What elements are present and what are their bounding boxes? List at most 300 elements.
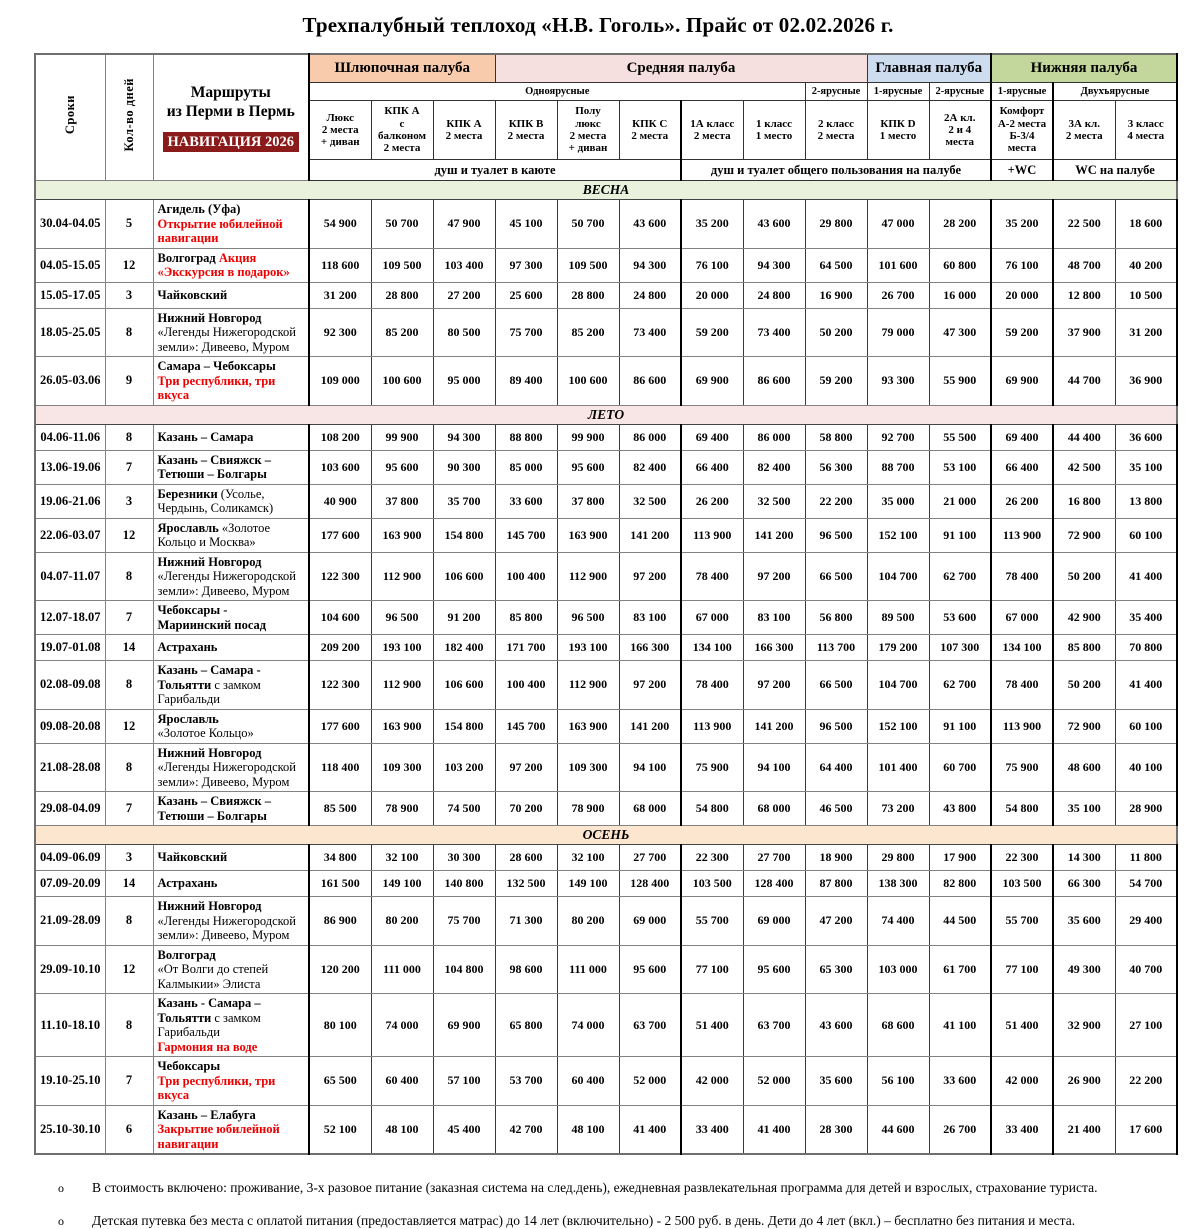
price-cell: 103 500: [991, 871, 1053, 897]
price-cell: 113 700: [805, 635, 867, 661]
price-cell: 40 200: [1115, 248, 1177, 282]
price-cell: 70 200: [495, 792, 557, 826]
cruise-route: [153, 1057, 309, 1106]
price-cell: 104 700: [867, 552, 929, 601]
cruise-route: [153, 357, 309, 406]
price-cell: 96 500: [371, 601, 433, 635]
route-text-segment: Ярославль: [157, 520, 222, 535]
price-cell: 29 800: [805, 200, 867, 249]
price-cell: 40 900: [309, 484, 371, 518]
price-cell: 112 900: [557, 552, 619, 601]
price-cell: 99 900: [371, 424, 433, 450]
price-cell: 22 200: [805, 484, 867, 518]
price-cell: 83 100: [619, 601, 681, 635]
price-cell: 106 600: [433, 552, 495, 601]
cruise-route: [153, 635, 309, 661]
price-cell: 34 800: [309, 845, 371, 871]
cruise-days: 8: [105, 661, 153, 710]
price-cell: 56 300: [805, 450, 867, 484]
price-cell: 26 200: [681, 484, 743, 518]
price-cell: 163 900: [371, 518, 433, 552]
price-cell: 16 000: [929, 282, 991, 308]
price-cell: 40 100: [1115, 743, 1177, 792]
price-cell: 55 700: [681, 897, 743, 946]
price-cell: 12 800: [1053, 282, 1115, 308]
price-cell: 95 600: [557, 450, 619, 484]
route-text-segment: Агидель (Уфа): [157, 202, 241, 216]
price-cell: 100 400: [495, 552, 557, 601]
cruise-days: 3: [105, 484, 153, 518]
cabin-header: 2А кл. 2 и 4 места: [929, 101, 991, 160]
price-cell: 85 000: [495, 450, 557, 484]
route-text-segment: «Легенды Нижегородской земли»: Дивеево, Муром: [157, 569, 297, 598]
price-cell: 33 400: [991, 1105, 1053, 1154]
price-cell: 53 600: [929, 601, 991, 635]
price-cell: 89 400: [495, 357, 557, 406]
cruise-dates: 13.06-19.06: [35, 450, 105, 484]
route-text-segment: Нижний Новгород: [157, 310, 262, 325]
price-cell: 17 900: [929, 845, 991, 871]
price-cell: 37 800: [371, 484, 433, 518]
cabin-header: КПК В 2 места: [495, 101, 557, 160]
price-cell: 94 300: [743, 248, 805, 282]
cruise-row: [35, 661, 1177, 710]
price-cell: 44 600: [867, 1105, 929, 1154]
cabin-header: 3А кл. 2 места: [1053, 101, 1115, 160]
cruise-dates: 18.05-25.05: [35, 308, 105, 357]
price-cell: 11 800: [1115, 845, 1177, 871]
route-text-segment: «Легенды Нижегородской земли»: Дивеево, Муром: [157, 913, 297, 942]
price-cell: 73 400: [743, 308, 805, 357]
price-cell: 52 000: [743, 1057, 805, 1106]
price-cell: 35 600: [805, 1057, 867, 1106]
price-cell: 42 700: [495, 1105, 557, 1154]
price-cell: 163 900: [371, 709, 433, 743]
price-cell: 94 100: [743, 743, 805, 792]
cabin-header: КПК А 2 места: [433, 101, 495, 160]
cruise-route: [153, 845, 309, 871]
cruise-dates: 04.07-11.07: [35, 552, 105, 601]
season-band: ЛЕТО: [35, 405, 1177, 424]
price-cell: 21 400: [1053, 1105, 1115, 1154]
cruise-dates: 19.06-21.06: [35, 484, 105, 518]
cruise-days: 6: [105, 1105, 153, 1154]
price-cell: 60 400: [557, 1057, 619, 1106]
price-cell: 78 400: [681, 661, 743, 710]
price-cell: 97 200: [619, 552, 681, 601]
price-cell: 74 500: [433, 792, 495, 826]
cruise-row: [35, 484, 1177, 518]
price-cell: 26 900: [1053, 1057, 1115, 1106]
page-title: Трехпалубный теплоход «Н.В. Гоголь». Прайс от 02.02.2026 г.: [302, 13, 894, 37]
cruise-route: [153, 200, 309, 249]
price-cell: 93 300: [867, 357, 929, 406]
price-cell: 31 200: [309, 282, 371, 308]
price-cell: 111 000: [557, 945, 619, 994]
price-cell: 51 400: [991, 994, 1053, 1057]
price-cell: 154 800: [433, 518, 495, 552]
price-cell: 140 800: [433, 871, 495, 897]
price-cell: 98 600: [495, 945, 557, 994]
price-cell: 41 400: [1115, 552, 1177, 601]
price-cell: 79 000: [867, 308, 929, 357]
price-cell: 152 100: [867, 518, 929, 552]
price-cell: 122 300: [309, 552, 371, 601]
price-cell: 48 100: [557, 1105, 619, 1154]
cruise-row: [35, 994, 1177, 1057]
price-cell: 54 800: [991, 792, 1053, 826]
price-cell: 68 600: [867, 994, 929, 1057]
facilities-header: WC на палубе: [1053, 160, 1177, 181]
cruise-days: 5: [105, 200, 153, 249]
route-text-segment: Казань – Самара - Тольятти: [157, 663, 261, 692]
routes-column-header: Маршруты из Перми в Пермь НАВИГАЦИЯ 2026: [153, 54, 309, 181]
price-cell: 55 900: [929, 357, 991, 406]
deck-header: Шлюпочная палуба: [309, 54, 495, 83]
price-cell: 35 400: [1115, 601, 1177, 635]
price-cell: 75 900: [681, 743, 743, 792]
cruise-dates: 21.09-28.09: [35, 897, 105, 946]
price-cell: 145 700: [495, 518, 557, 552]
cruise-route: [153, 308, 309, 357]
price-cell: 47 900: [433, 200, 495, 249]
price-cell: 36 900: [1115, 357, 1177, 406]
price-cell: 103 500: [681, 871, 743, 897]
footnote-bullet: o: [58, 1181, 64, 1195]
cruise-dates: 07.09-20.09: [35, 871, 105, 897]
price-cell: 97 200: [743, 552, 805, 601]
price-cell: 100 600: [371, 357, 433, 406]
cruise-dates: 09.08-20.08: [35, 709, 105, 743]
cruise-dates: 29.08-04.09: [35, 792, 105, 826]
route-text-segment: Чайковский: [157, 850, 228, 865]
price-cell: 83 100: [743, 601, 805, 635]
cruise-dates: 30.04-04.05: [35, 200, 105, 249]
cruise-dates: 15.05-17.05: [35, 282, 105, 308]
price-cell: 35 600: [1053, 897, 1115, 946]
price-cell: 10 500: [1115, 282, 1177, 308]
cruise-dates: 25.10-30.10: [35, 1105, 105, 1154]
price-cell: 31 200: [1115, 308, 1177, 357]
price-cell: 104 800: [433, 945, 495, 994]
route-text-segment: Волгоград: [157, 947, 216, 962]
price-cell: 77 100: [681, 945, 743, 994]
price-cell: 109 300: [371, 743, 433, 792]
price-cell: 55 700: [991, 897, 1053, 946]
price-cell: 82 400: [619, 450, 681, 484]
route-text-segment: Нижний Новгород: [157, 899, 262, 913]
price-cell: 22 500: [1053, 200, 1115, 249]
deck-header: Средняя палуба: [495, 54, 867, 83]
price-cell: 154 800: [433, 709, 495, 743]
cruise-dates: 12.07-18.07: [35, 601, 105, 635]
price-cell: 16 800: [1053, 484, 1115, 518]
season-band-row: [35, 405, 1177, 424]
days-column-header: [105, 54, 153, 181]
cruise-route: [153, 601, 309, 635]
footnotes: [58, 1180, 1196, 1229]
price-cell: 113 900: [991, 518, 1053, 552]
cruise-days: 8: [105, 552, 153, 601]
price-cell: 94 300: [619, 248, 681, 282]
price-cell: 37 900: [1053, 308, 1115, 357]
cabin-header: 1А класс 2 места: [681, 101, 743, 160]
price-cell: 58 800: [805, 424, 867, 450]
price-cell: 128 400: [743, 871, 805, 897]
route-text-segment: Казань – Свияжск – Тетюши – Болгары: [157, 452, 271, 481]
price-cell: 49 300: [1053, 945, 1115, 994]
footnote-1: [58, 1180, 1196, 1196]
price-cell: 68 000: [743, 792, 805, 826]
cabin-header: КПК D 1 место: [867, 101, 929, 160]
price-cell: 20 000: [681, 282, 743, 308]
price-cell: 48 700: [1053, 248, 1115, 282]
price-cell: 107 300: [929, 635, 991, 661]
cruise-route: [153, 282, 309, 308]
cabin-header: Комфорт А-2 места Б-3/4 места: [991, 101, 1053, 160]
price-cell: 74 000: [371, 994, 433, 1057]
price-cell: 54 900: [309, 200, 371, 249]
navigation-badge: НАВИГАЦИЯ 2026: [163, 132, 299, 152]
price-cell: 42 000: [681, 1057, 743, 1106]
price-cell: 63 700: [619, 994, 681, 1057]
price-cell: 43 800: [929, 792, 991, 826]
price-cell: 30 300: [433, 845, 495, 871]
price-cell: 120 200: [309, 945, 371, 994]
route-text-segment: Нижний Новгород: [157, 745, 262, 760]
price-cell: 70 800: [1115, 635, 1177, 661]
price-table-body: [35, 54, 1177, 1154]
cruise-row: [35, 450, 1177, 484]
price-cell: 141 200: [619, 518, 681, 552]
route-text-segment: Чебоксары - Мариинский посад: [157, 603, 267, 632]
dates-column-header: [35, 54, 105, 181]
price-cell: 109 500: [557, 248, 619, 282]
price-cell: 95 600: [371, 450, 433, 484]
cruise-route: [153, 424, 309, 450]
price-cell: 24 800: [619, 282, 681, 308]
cruise-days: 8: [105, 994, 153, 1057]
price-cell: 40 700: [1115, 945, 1177, 994]
price-cell: 44 400: [1053, 424, 1115, 450]
cruise-route: [153, 994, 309, 1057]
price-cell: 75 700: [433, 897, 495, 946]
price-cell: 112 900: [371, 552, 433, 601]
cruise-route: [153, 248, 309, 282]
cruise-route: [153, 1105, 309, 1154]
price-cell: 33 600: [929, 1057, 991, 1106]
price-cell: 21 000: [929, 484, 991, 518]
price-cell: 28 800: [557, 282, 619, 308]
cruise-dates: 04.06-11.06: [35, 424, 105, 450]
price-cell: 65 300: [805, 945, 867, 994]
price-cell: 88 800: [495, 424, 557, 450]
price-cell: 27 700: [743, 845, 805, 871]
price-cell: 141 200: [743, 518, 805, 552]
cruise-dates: 19.07-01.08: [35, 635, 105, 661]
tier-header: 1-ярусные: [867, 83, 929, 101]
price-cell: 69 900: [433, 994, 495, 1057]
cruise-days: 12: [105, 945, 153, 994]
route-text-segment: Казань – Самара: [157, 429, 254, 444]
deck-header: Нижняя палуба: [991, 54, 1177, 83]
cruise-route: [153, 709, 309, 743]
price-cell: 64 500: [805, 248, 867, 282]
route-text-segment: Ярославль: [157, 711, 219, 726]
price-cell: 28 600: [495, 845, 557, 871]
price-cell: 63 700: [743, 994, 805, 1057]
price-cell: 57 100: [433, 1057, 495, 1106]
price-cell: 32 100: [557, 845, 619, 871]
price-cell: 69 400: [681, 424, 743, 450]
cruise-route: [153, 552, 309, 601]
price-cell: 163 900: [557, 709, 619, 743]
price-cell: 33 400: [681, 1105, 743, 1154]
price-cell: 17 600: [1115, 1105, 1177, 1154]
cruise-days: 7: [105, 1057, 153, 1106]
cruise-row: [35, 635, 1177, 661]
cruise-row: [35, 945, 1177, 994]
price-cell: 29 800: [867, 845, 929, 871]
price-cell: 18 600: [1115, 200, 1177, 249]
price-cell: 66 300: [1053, 871, 1115, 897]
price-cell: 80 200: [557, 897, 619, 946]
price-cell: 22 200: [1115, 1057, 1177, 1106]
cabin-header: КПК С 2 места: [619, 101, 681, 160]
price-cell: 89 500: [867, 601, 929, 635]
price-cell: 103 400: [433, 248, 495, 282]
route-text-segment: Закрытие юбилейной навигации: [157, 1122, 280, 1151]
dates-column-label: Сроки: [62, 95, 77, 135]
cruise-row: [35, 282, 1177, 308]
price-cell: 88 700: [867, 450, 929, 484]
price-cell: 66 400: [681, 450, 743, 484]
cruise-dates: 02.08-09.08: [35, 661, 105, 710]
price-cell: 95 000: [433, 357, 495, 406]
price-cell: 171 700: [495, 635, 557, 661]
price-cell: 74 000: [557, 994, 619, 1057]
price-cell: 32 500: [743, 484, 805, 518]
price-cell: 96 500: [805, 518, 867, 552]
route-text-segment: «Легенды Нижегородской земли»: Дивеево, Муром: [157, 325, 297, 354]
price-cell: 42 900: [1053, 601, 1115, 635]
price-cell: 108 200: [309, 424, 371, 450]
cruise-days: 8: [105, 743, 153, 792]
price-cell: 32 500: [619, 484, 681, 518]
cruise-dates: 22.06-03.07: [35, 518, 105, 552]
price-cell: 42 000: [991, 1057, 1053, 1106]
price-cell: 59 200: [681, 308, 743, 357]
price-cell: 53 100: [929, 450, 991, 484]
price-cell: 85 800: [1053, 635, 1115, 661]
cruise-row: [35, 1105, 1177, 1154]
price-cell: 32 100: [371, 845, 433, 871]
price-cell: 35 000: [867, 484, 929, 518]
price-cell: 41 100: [929, 994, 991, 1057]
price-cell: 24 800: [743, 282, 805, 308]
price-cell: 56 100: [867, 1057, 929, 1106]
cabin-header: КПК А с балконом 2 места: [371, 101, 433, 160]
price-cell: 66 500: [805, 661, 867, 710]
cruise-row: [35, 792, 1177, 826]
price-cell: 77 100: [991, 945, 1053, 994]
price-cell: 149 100: [371, 871, 433, 897]
price-cell: 113 900: [991, 709, 1053, 743]
price-cell: 69 000: [619, 897, 681, 946]
route-text-segment: Нижний Новгород: [157, 554, 262, 569]
cruise-days: 3: [105, 282, 153, 308]
cruise-row: [35, 709, 1177, 743]
price-cell: 111 000: [371, 945, 433, 994]
facilities-header: +WC: [991, 160, 1053, 181]
price-cell: 97 300: [495, 248, 557, 282]
price-cell: 35 100: [1115, 450, 1177, 484]
cabin-header: 1 класс 1 место: [743, 101, 805, 160]
tier-header: Одноярусные: [309, 83, 805, 101]
price-cell: 26 700: [929, 1105, 991, 1154]
price-cell: 50 200: [1053, 552, 1115, 601]
price-cell: 20 000: [991, 282, 1053, 308]
price-cell: 85 500: [309, 792, 371, 826]
price-cell: 78 400: [681, 552, 743, 601]
price-cell: 86 600: [619, 357, 681, 406]
price-cell: 66 400: [991, 450, 1053, 484]
cruise-route: [153, 871, 309, 897]
price-cell: 59 200: [991, 308, 1053, 357]
price-cell: 61 700: [929, 945, 991, 994]
cruise-days: 12: [105, 248, 153, 282]
cruise-row: [35, 897, 1177, 946]
price-cell: 48 100: [371, 1105, 433, 1154]
price-cell: 90 300: [433, 450, 495, 484]
deck-header-row: [35, 54, 1177, 83]
footnote-bullet: o: [58, 1214, 64, 1228]
price-cell: 118 600: [309, 248, 371, 282]
price-cell: 67 000: [681, 601, 743, 635]
price-cell: 41 400: [619, 1105, 681, 1154]
cruise-row: [35, 743, 1177, 792]
price-cell: 132 500: [495, 871, 557, 897]
cruise-dates: 26.05-03.06: [35, 357, 105, 406]
cruise-row: [35, 845, 1177, 871]
season-band: ВЕСНА: [35, 181, 1177, 200]
price-cell: 25 600: [495, 282, 557, 308]
route-text-segment: Три республики, три вкуса: [157, 373, 276, 402]
price-cell: 47 000: [867, 200, 929, 249]
cruise-days: 8: [105, 308, 153, 357]
price-cell: 86 000: [743, 424, 805, 450]
price-cell: 35 100: [1053, 792, 1115, 826]
facilities-header: душ и туалет общего пользования на палубе: [681, 160, 991, 181]
cruise-row: [35, 518, 1177, 552]
price-cell: 103 000: [867, 945, 929, 994]
price-cell: 50 700: [371, 200, 433, 249]
price-cell: 106 600: [433, 661, 495, 710]
price-cell: 166 300: [743, 635, 805, 661]
price-cell: 27 200: [433, 282, 495, 308]
price-cell: 85 200: [371, 308, 433, 357]
price-cell: 50 200: [805, 308, 867, 357]
price-cell: 50 700: [557, 200, 619, 249]
cruise-route: [153, 792, 309, 826]
price-cell: 22 300: [681, 845, 743, 871]
price-cell: 50 200: [1053, 661, 1115, 710]
price-cell: 78 900: [371, 792, 433, 826]
price-cell: 94 300: [433, 424, 495, 450]
price-cell: 65 500: [309, 1057, 371, 1106]
price-cell: 128 400: [619, 871, 681, 897]
price-cell: 14 300: [1053, 845, 1115, 871]
